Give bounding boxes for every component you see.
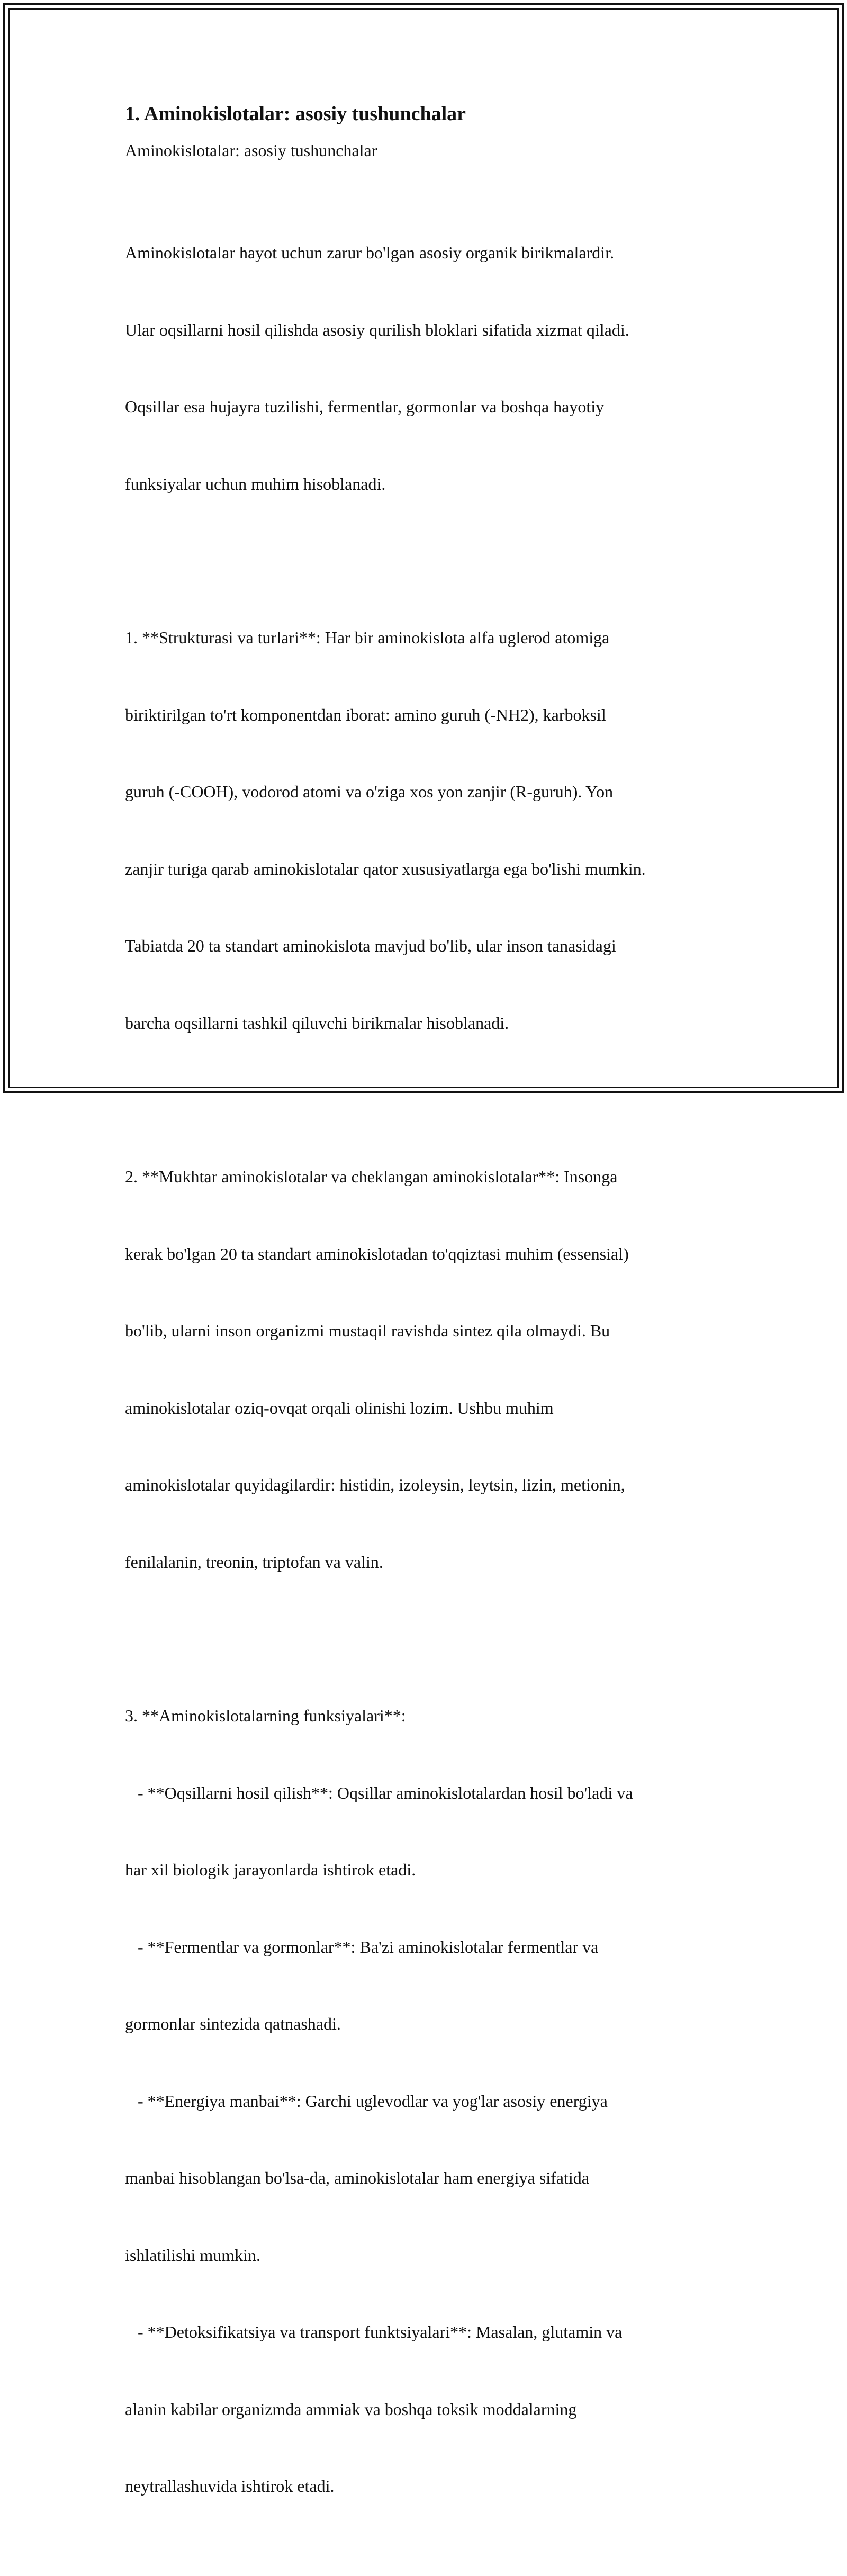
intro-line: Aminokislotalar hayot uchun zarur bo'lgan asosiy organik birikmalardir. [125, 243, 615, 262]
section-essential [125, 1112, 728, 1626]
section-essential-line: 2. **Mukhtar aminokislotalar va cheklangan aminokislotalar**: Insonga [125, 1167, 618, 1186]
section-functions-line: gormonlar sintezida qatnashadi. [125, 2014, 341, 2033]
section-functions-line: - **Energiya manbai**: Garchi uglevodlar va yog'lar asosiy energiya [125, 2091, 608, 2111]
section-structure-line: Tabiatda 20 ta standart aminokislota mavjud bo'lib, ular inson tanasidagi [125, 936, 616, 955]
section-functions-line: - **Oqsillarni hosil qilish**: Oqsillar aminokislotalardan hosil bo'ladi va [125, 1783, 633, 1802]
document-title: 1. Aminokislotalar: asosiy tushunchalar [125, 103, 466, 125]
section-functions-line: ishlatilishi mumkin. [125, 2245, 261, 2265]
section-structure-line: zanjir turiga qarab aminokislotalar qator xususiyatlarga ega bo'lishi mumkin. [125, 859, 646, 878]
section-functions-line: 3. **Aminokislotalarning funksiyalari**: [125, 1706, 406, 1725]
document-body [125, 100, 728, 2576]
section-functions-line: manbai hisoblangan bo'lsa-da, aminokislotalar ham energiya sifatida [125, 2168, 589, 2187]
intro-line: funksiyalar uchun muhim hisoblanadi. [125, 474, 386, 493]
section-functions-line: - **Detoksifikatsiya va transport funktsiyalari**: Masalan, glutamin va [125, 2322, 623, 2341]
section-structure [125, 573, 728, 1087]
section-functions-line: neytrallashuvida ishtirok etadi. [125, 2476, 335, 2496]
section-essential-line: aminokislotalar quyidagilardir: histidin, izoleysin, leytsin, lizin, metionin, [125, 1475, 625, 1494]
section-essential-line: aminokislotalar oziq-ovqat orqali olinishi lozim. Ushbu muhim [125, 1398, 554, 1417]
intro-line: Oqsillar esa hujayra tuzilishi, fermentlar, gormonlar va boshqa hayotiy [125, 397, 605, 416]
intro-line: Ular oqsillarni hosil qilishda asosiy qurilish bloklari sifatida xizmat qiladi. [125, 320, 629, 339]
section-functions-line: alanin kabilar organizmda ammiak va boshqa toksik moddalarning [125, 2399, 577, 2419]
section-structure-line: 1. **Strukturasi va turlari**: Har bir aminokislota alfa uglerod atomiga [125, 628, 610, 647]
section-essential-line: bo'lib, ularni inson organizmi mustaqil ravishda sintez qila olmaydi. Bu [125, 1321, 610, 1340]
intro-paragraph [125, 189, 728, 548]
section-essential-line: kerak bo'lgan 20 ta standart aminokislotadan to'qqiztasi muhim (essensial) [125, 1244, 629, 1263]
section-essential-line: fenilalanin, treonin, triptofan va valin. [125, 1552, 383, 1572]
section-functions [125, 1651, 728, 2551]
section-functions-line: har xil biologik jarayonlarda ishtirok etadi. [125, 1860, 416, 1879]
section-structure-line: biriktirilgan to'rt komponentdan iborat: amino guruh (-NH2), karboksil [125, 705, 606, 724]
section-structure-line: barcha oqsillarni tashkil qiluvchi birikmalar hisoblanadi. [125, 1013, 509, 1033]
section-structure-line: guruh (-COOH), vodorod atomi va o'ziga xos yon zanjir (R-guruh). Yon [125, 782, 614, 801]
section-functions-line: - **Fermentlar va gormonlar**: Ba'zi aminokislotalar fermentlar va [125, 1937, 599, 1956]
document-subtitle: Aminokislotalar: asosiy tushunchalar [125, 141, 377, 160]
